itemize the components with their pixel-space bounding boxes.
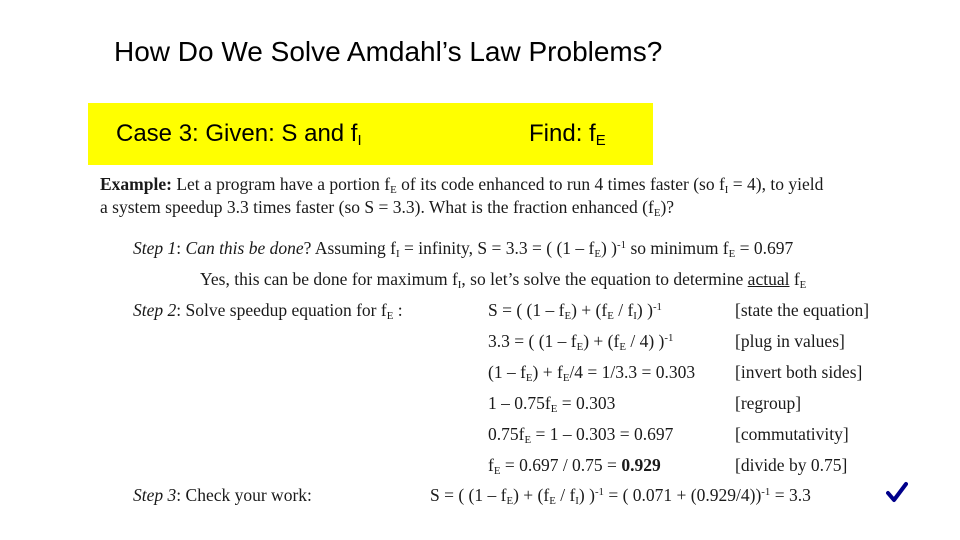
- step1-sub-a: I: [396, 248, 400, 261]
- case-given-sub: I: [357, 133, 362, 150]
- step1-actual: actual: [747, 269, 790, 289]
- case-given: [116, 120, 362, 148]
- example-text-1b: of its code enhanced to run 4 times faster (so f: [396, 174, 725, 194]
- step2-text: Solve speedup equation for f: [185, 300, 387, 320]
- step3-sub-b: E: [549, 495, 556, 508]
- step3-sup-e: -1: [761, 486, 771, 499]
- step1-text-b: = infinity, S = 3.3 = ( (1 – f: [399, 238, 595, 258]
- step2-note-2: [plug in values]: [735, 331, 845, 351]
- step3-label: Step 3: [133, 485, 177, 505]
- example-sub-2: I: [724, 184, 729, 197]
- step1-question: Can this be done: [185, 238, 304, 258]
- case-find-sub: E: [595, 133, 606, 150]
- step1-sub-b: E: [594, 248, 601, 261]
- step3-sub-c: I: [575, 495, 579, 508]
- example-sub-3: E: [653, 207, 661, 220]
- step3-eq-b: ) + (f: [513, 485, 550, 505]
- example-text-1c: = 4), to yield: [728, 174, 824, 194]
- step1-text-a: ? Assuming f: [303, 238, 397, 258]
- step1-line2-a: Yes, this can be done for maximum f: [200, 269, 458, 289]
- case-find-label: Find:: [529, 120, 583, 147]
- step2-intro: Step 2: Solve speedup equation for $f_E$ :: [133, 300, 403, 323]
- step2-label: Step 2: [133, 300, 177, 320]
- step1-line-2: [200, 269, 806, 290]
- example-line-2: [100, 197, 674, 218]
- step3-text: Check your work:: [185, 485, 312, 505]
- step2-text-end: :: [393, 300, 403, 320]
- step2-equation-4: $1 - 0.75f_E = 0.303$: [488, 393, 616, 416]
- step1-line2-sub2: E: [799, 279, 807, 292]
- step2-equation-3: $(1 - f_E) + f_E/4 = 1/3.3 = 0.303$: [488, 362, 696, 385]
- step1-line2-c: f: [789, 269, 800, 289]
- step1-sub-d: E: [728, 248, 736, 261]
- step2-note-3: [invert both sides]: [735, 362, 863, 382]
- step3-eq-f: = 3.3: [770, 485, 811, 505]
- case-given-vars: S and f: [281, 120, 358, 147]
- step3-sub-a: E: [506, 495, 514, 508]
- step3-equation: [430, 485, 811, 506]
- slide-title: How Do We Solve Amdahl’s Law Problems?: [114, 36, 663, 67]
- step2-sub: E: [386, 310, 394, 323]
- step1-sup-c: -1: [617, 239, 627, 252]
- step2-equation-6: $f_E = 0.697 / 0.75 = 0.929$: [488, 455, 661, 478]
- case-find: [529, 120, 606, 148]
- example-sub-1: E: [390, 184, 397, 197]
- example-text-2b: )?: [660, 197, 675, 217]
- step1-line2-sub: I: [457, 279, 462, 292]
- step2-note-5: [commutativity]: [735, 424, 849, 444]
- step3-eq-a: S = ( (1 – f: [430, 485, 507, 505]
- example-line-1: [100, 174, 823, 195]
- example-text-1a: Let a program have a portion f: [176, 174, 391, 194]
- step2-note-4: [regroup]: [735, 393, 802, 413]
- checkmark-icon: [886, 481, 908, 503]
- case-find-var: f: [589, 120, 596, 147]
- step1-line-1: Step 1: Can this be done? Assuming $f_I$ = infinity, S = 3.3 = ( $(1 - f_E)$ )$^{-1}$ so minimum $f_E = 0.697$: [133, 238, 794, 261]
- step3-intro: Step 3: Check your work:: [133, 485, 312, 505]
- step1-text-e: = 0.697: [735, 238, 794, 258]
- step2-note-1: [state the equation]: [735, 300, 870, 320]
- step1-text-c: ) ): [600, 238, 618, 258]
- step2-equation-5: $0.75f_E = 1 - 0.303 = 0.697$: [488, 424, 674, 447]
- step3-eq-d: ) ): [578, 485, 595, 505]
- step3-eq-e: = ( 0.071 + (0.929/4)): [603, 485, 762, 505]
- step1-label: Step 1: [133, 238, 177, 258]
- example-label: Example:: [100, 174, 172, 194]
- step3-eq-c: / f: [555, 485, 576, 505]
- example-text-2a: a system speedup 3.3 times faster (so S = 3.3). What is the fraction enhanced (f: [100, 197, 654, 217]
- step3-sup-d: -1: [594, 486, 604, 499]
- step1-line2-b: , so let’s solve the equation to determine: [461, 269, 748, 289]
- step2-equation-1: S = ( $(1 - f_E) + (f_E / f_I)$ )$^{-1}$: [488, 300, 662, 323]
- case-given-label: Case 3: Given:: [116, 120, 275, 147]
- step2-note-6: [divide by 0.75]: [735, 455, 848, 475]
- step1-text-d: so minimum f: [626, 238, 729, 258]
- step2-equation-2: 3.3 = ( $(1 - f_E) + (f_E / 4)$ )$^{-1}$: [488, 331, 674, 354]
